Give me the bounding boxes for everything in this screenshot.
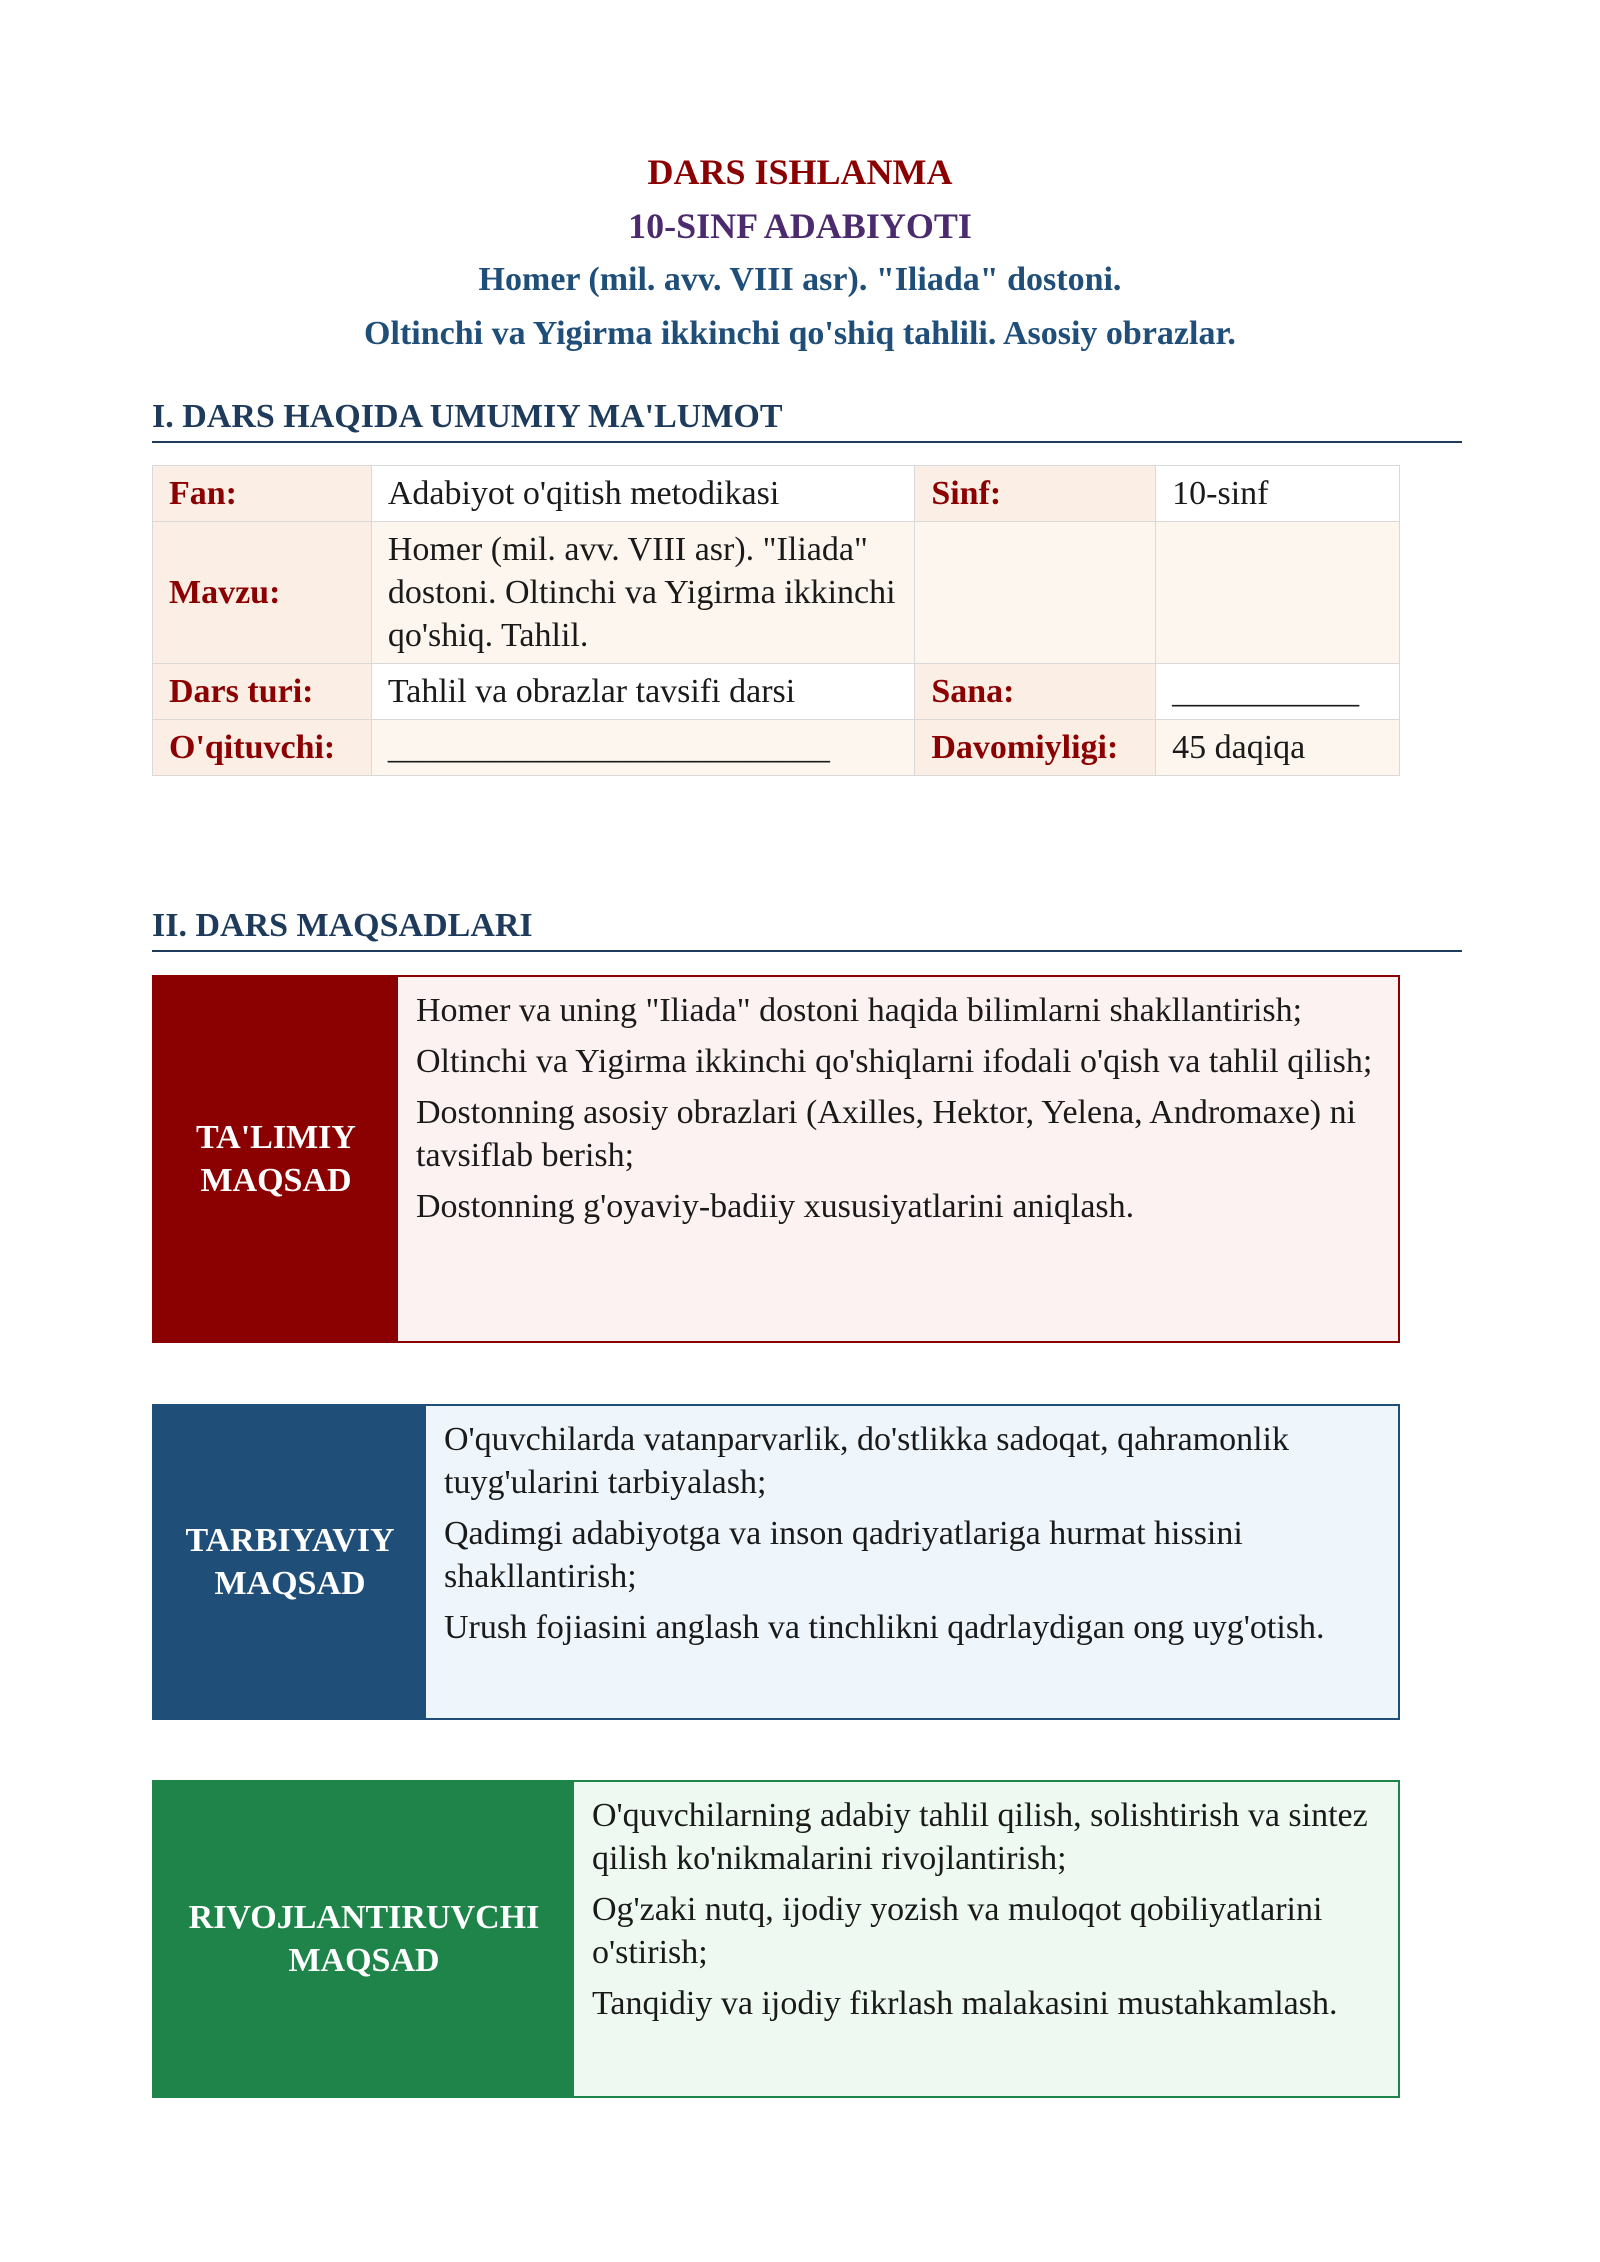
- table-value: 10-sinf: [1156, 466, 1400, 522]
- goal-items: [426, 1406, 1398, 1718]
- table-row: [153, 664, 1400, 720]
- table-label: O'qituvchi:: [153, 720, 372, 776]
- document-subtitle: 10-SINF ADABIYOTI: [628, 206, 972, 246]
- section-heading-goals: II. DARS MAQSADLARI: [152, 906, 1462, 952]
- table-label: Dars turi:: [153, 664, 372, 720]
- goal-item: Og'zaki nutq, ijodiy yozish va muloqot qobiliyatlarini o'stirish;: [592, 1891, 1323, 1971]
- goal-item: Tanqidiy va ijodiy fikrlash malakasini mustahkamlash.: [592, 1985, 1338, 2022]
- table-row: [153, 466, 1400, 522]
- table-label: Sinf:: [915, 466, 1156, 522]
- goal-label: TARBIYAVIY MAQSAD: [154, 1406, 426, 1718]
- table-empty-cell: [1156, 522, 1400, 664]
- lesson-topic-line2: Oltinchi va Yigirma ikkinchi qo'shiq tahlili. Asosiy obrazlar.: [364, 315, 1236, 352]
- table-value: ___________: [1156, 664, 1400, 720]
- goal-item: Dostonning g'oyaviy-badiiy xususiyatlarini aniqlash.: [416, 1188, 1135, 1225]
- goal-item: O'quvchilarning adabiy tahlil qilish, solishtirish va sintez qilish ko'nikmalarini rivojlantirish;: [592, 1797, 1368, 1877]
- table-value: __________________________: [371, 720, 914, 776]
- general-info-table: [152, 465, 1400, 776]
- goal-items: [574, 1782, 1398, 2096]
- table-value: 45 daqiqa: [1156, 720, 1400, 776]
- goal-item: O'quvchilarda vatanparvarlik, do'stlikka sadoqat, qahramonlik tuyg'ularini tarbiyalash;: [444, 1421, 1290, 1501]
- table-row: [153, 720, 1400, 776]
- goal-items: [398, 977, 1398, 1341]
- goal-item: Homer va uning "Iliada" dostoni haqida bilimlarni shakllantirish;: [416, 992, 1303, 1029]
- goal-box-developmental: [152, 1780, 1400, 2098]
- table-label: Mavzu:: [153, 522, 372, 664]
- table-label: Fan:: [153, 466, 372, 522]
- table-empty-cell: [915, 522, 1156, 664]
- goal-label: TA'LIMIY MAQSAD: [154, 977, 398, 1341]
- table-value: Adabiyot o'qitish metodikasi: [371, 466, 914, 522]
- goal-label: RIVOJLANTIRUVCHI MAQSAD: [154, 1782, 574, 2096]
- goal-item: Urush fojiasini anglash va tinchlikni qadrlaydigan ong uyg'otish.: [444, 1609, 1325, 1646]
- table-label: Sana:: [915, 664, 1156, 720]
- table-value: Homer (mil. avv. VIII asr). "Iliada" dostoni. Oltinchi va Yigirma ikkinchi qo'shiq. Tahlil.: [371, 522, 914, 664]
- table-label: Davomiyligi:: [915, 720, 1156, 776]
- goal-item: Qadimgi adabiyotga va inson qadriyatlariga hurmat hissini shakllantirish;: [444, 1515, 1243, 1595]
- goal-item: Dostonning asosiy obrazlari (Axilles, Hektor, Yelena, Andromaxe) ni tavsiflab berish;: [416, 1094, 1357, 1174]
- goal-item: Oltinchi va Yigirma ikkinchi qo'shiqlarni ifodali o'qish va tahlil qilish;: [416, 1043, 1373, 1080]
- table-row: [153, 522, 1400, 664]
- document-title: DARS ISHLANMA: [647, 152, 953, 192]
- document-title-block: [0, 152, 1600, 354]
- goal-box-educational: [152, 975, 1400, 1343]
- section-heading-general-info: I. DARS HAQIDA UMUMIY MA'LUMOT: [152, 397, 1462, 443]
- goal-box-upbringing: [152, 1404, 1400, 1720]
- table-value: Tahlil va obrazlar tavsifi darsi: [371, 664, 914, 720]
- lesson-topic-line1: Homer (mil. avv. VIII asr). "Iliada" dostoni.: [478, 261, 1122, 298]
